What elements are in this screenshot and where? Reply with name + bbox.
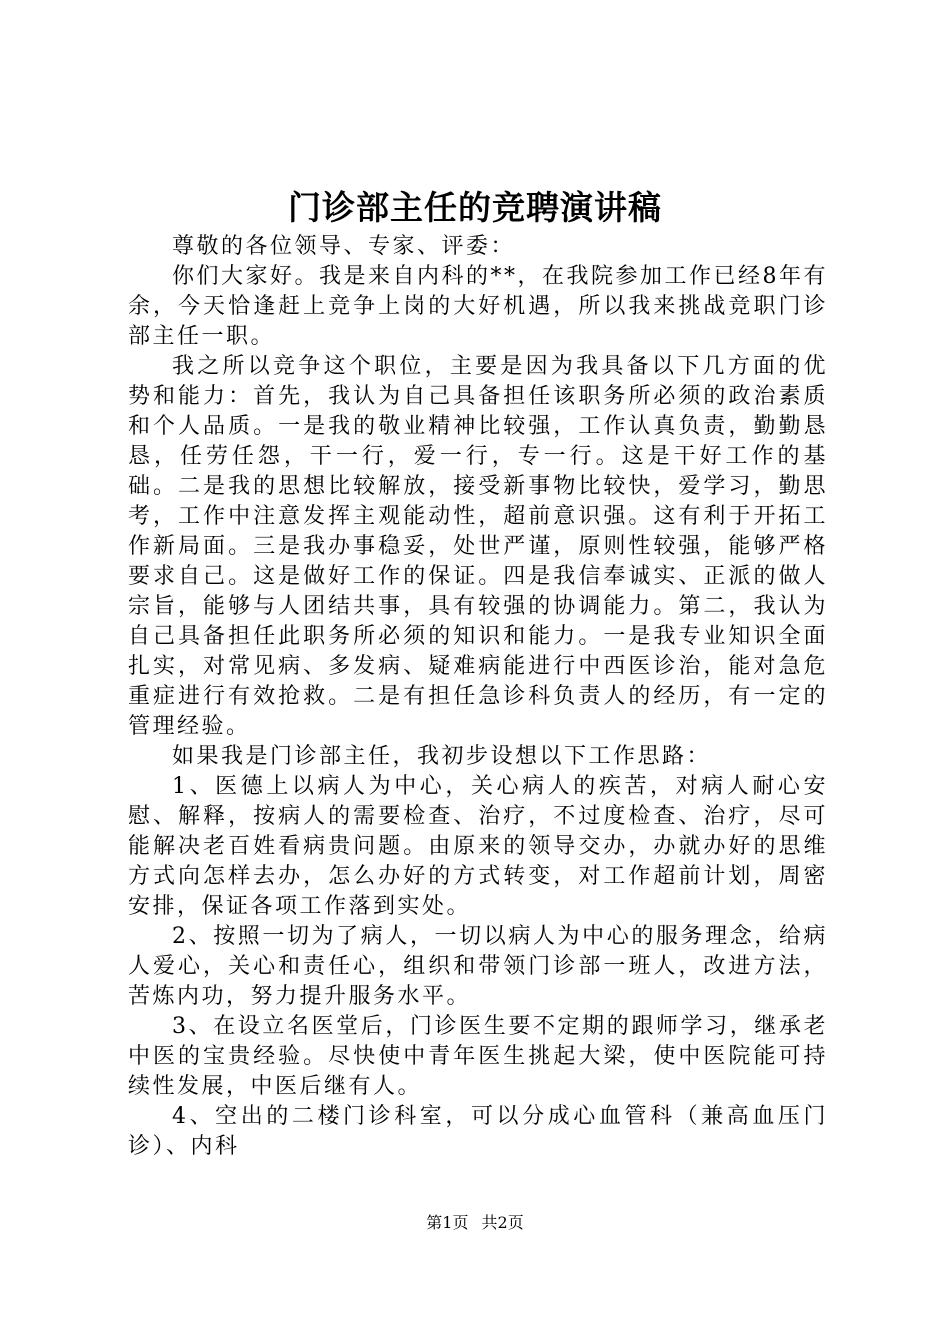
body-paragraph: 我之所以竞争这个职位，主要是因为我具备以下几方面的优势和能力：首先，我认为自己具备担任该职务所必须的政治素质和个人品质。一是我的敬业精神比较强，工作认真负责，勤勤恳恳，任劳任怨，干一行，爱一行，专一行。这是干好工作的基础。二是我的思想比较解放，接受新事物比较快，爱学习，勤思考，工作中注意发挥主观能动性，超前意识强。这有利于开拓工作新局面。三是我办事稳妥，处世严谨，原则性较强，能够严格要求自己。这是做好工作的保证。四是我信奉诚实、正派的做人宗旨，能够与人团结共事，具有较强的协调能力。第二，我认为自己具备担任此职务所必须的知识和能力。一是我专业知识全面扎实，对常见病、多发病、疑难病能进行中西医诊治，能对急危重症进行有效抢救。二是有担任急诊科负责人的经历，有一定的管理经验。	[128, 354, 828, 739]
list-paragraph: 4、空出的二楼门诊科室，可以分成心血管科（兼高血压门诊）、内科	[128, 1104, 828, 1159]
page-footer	[0, 1212, 950, 1234]
document-title: 门诊部主任的竞聘演讲稿	[288, 188, 662, 227]
list-paragraph: 1、医德上以病人为中心，关心病人的疾苦，对病人耐心安慰、解释，按病人的需要检查、治疗，不过度检查、治疗，尽可能解决老百姓看病贵问题。由原来的领导交办，办就办好的思维方式向怎样去办，怎么办好的方式转变，对工作超前计划，周密安排，保证各项工作落到实处。	[128, 774, 828, 919]
page-number: 第1页	[426, 1213, 469, 1232]
document-body	[128, 232, 828, 1162]
page-total: 共2页	[481, 1213, 524, 1232]
body-paragraph: 如果我是门诊部主任，我初步设想以下工作思路：	[172, 744, 712, 769]
salutation-paragraph: 尊敬的各位领导、专家、评委：	[172, 234, 516, 259]
list-paragraph: 2、按照一切为了病人，一切以病人为中心的服务理念，给病人爱心，关心和责任心，组织和带领门诊部一班人，改进方法，苦炼内功，努力提升服务水平。	[128, 924, 828, 1009]
body-paragraph: 你们大家好。我是来自内科的**，在我院参加工作已经8年有余，今天恰逢赶上竞争上岗的大好机遇，所以我来挑战竞职门诊部主任一职。	[128, 264, 828, 349]
list-paragraph: 3、在设立名医堂后，门诊医生要不定期的跟师学习，继承老中医的宝贵经验。尽快使中青年医生挑起大梁，使中医院能可持续性发展，中医后继有人。	[128, 1014, 828, 1099]
